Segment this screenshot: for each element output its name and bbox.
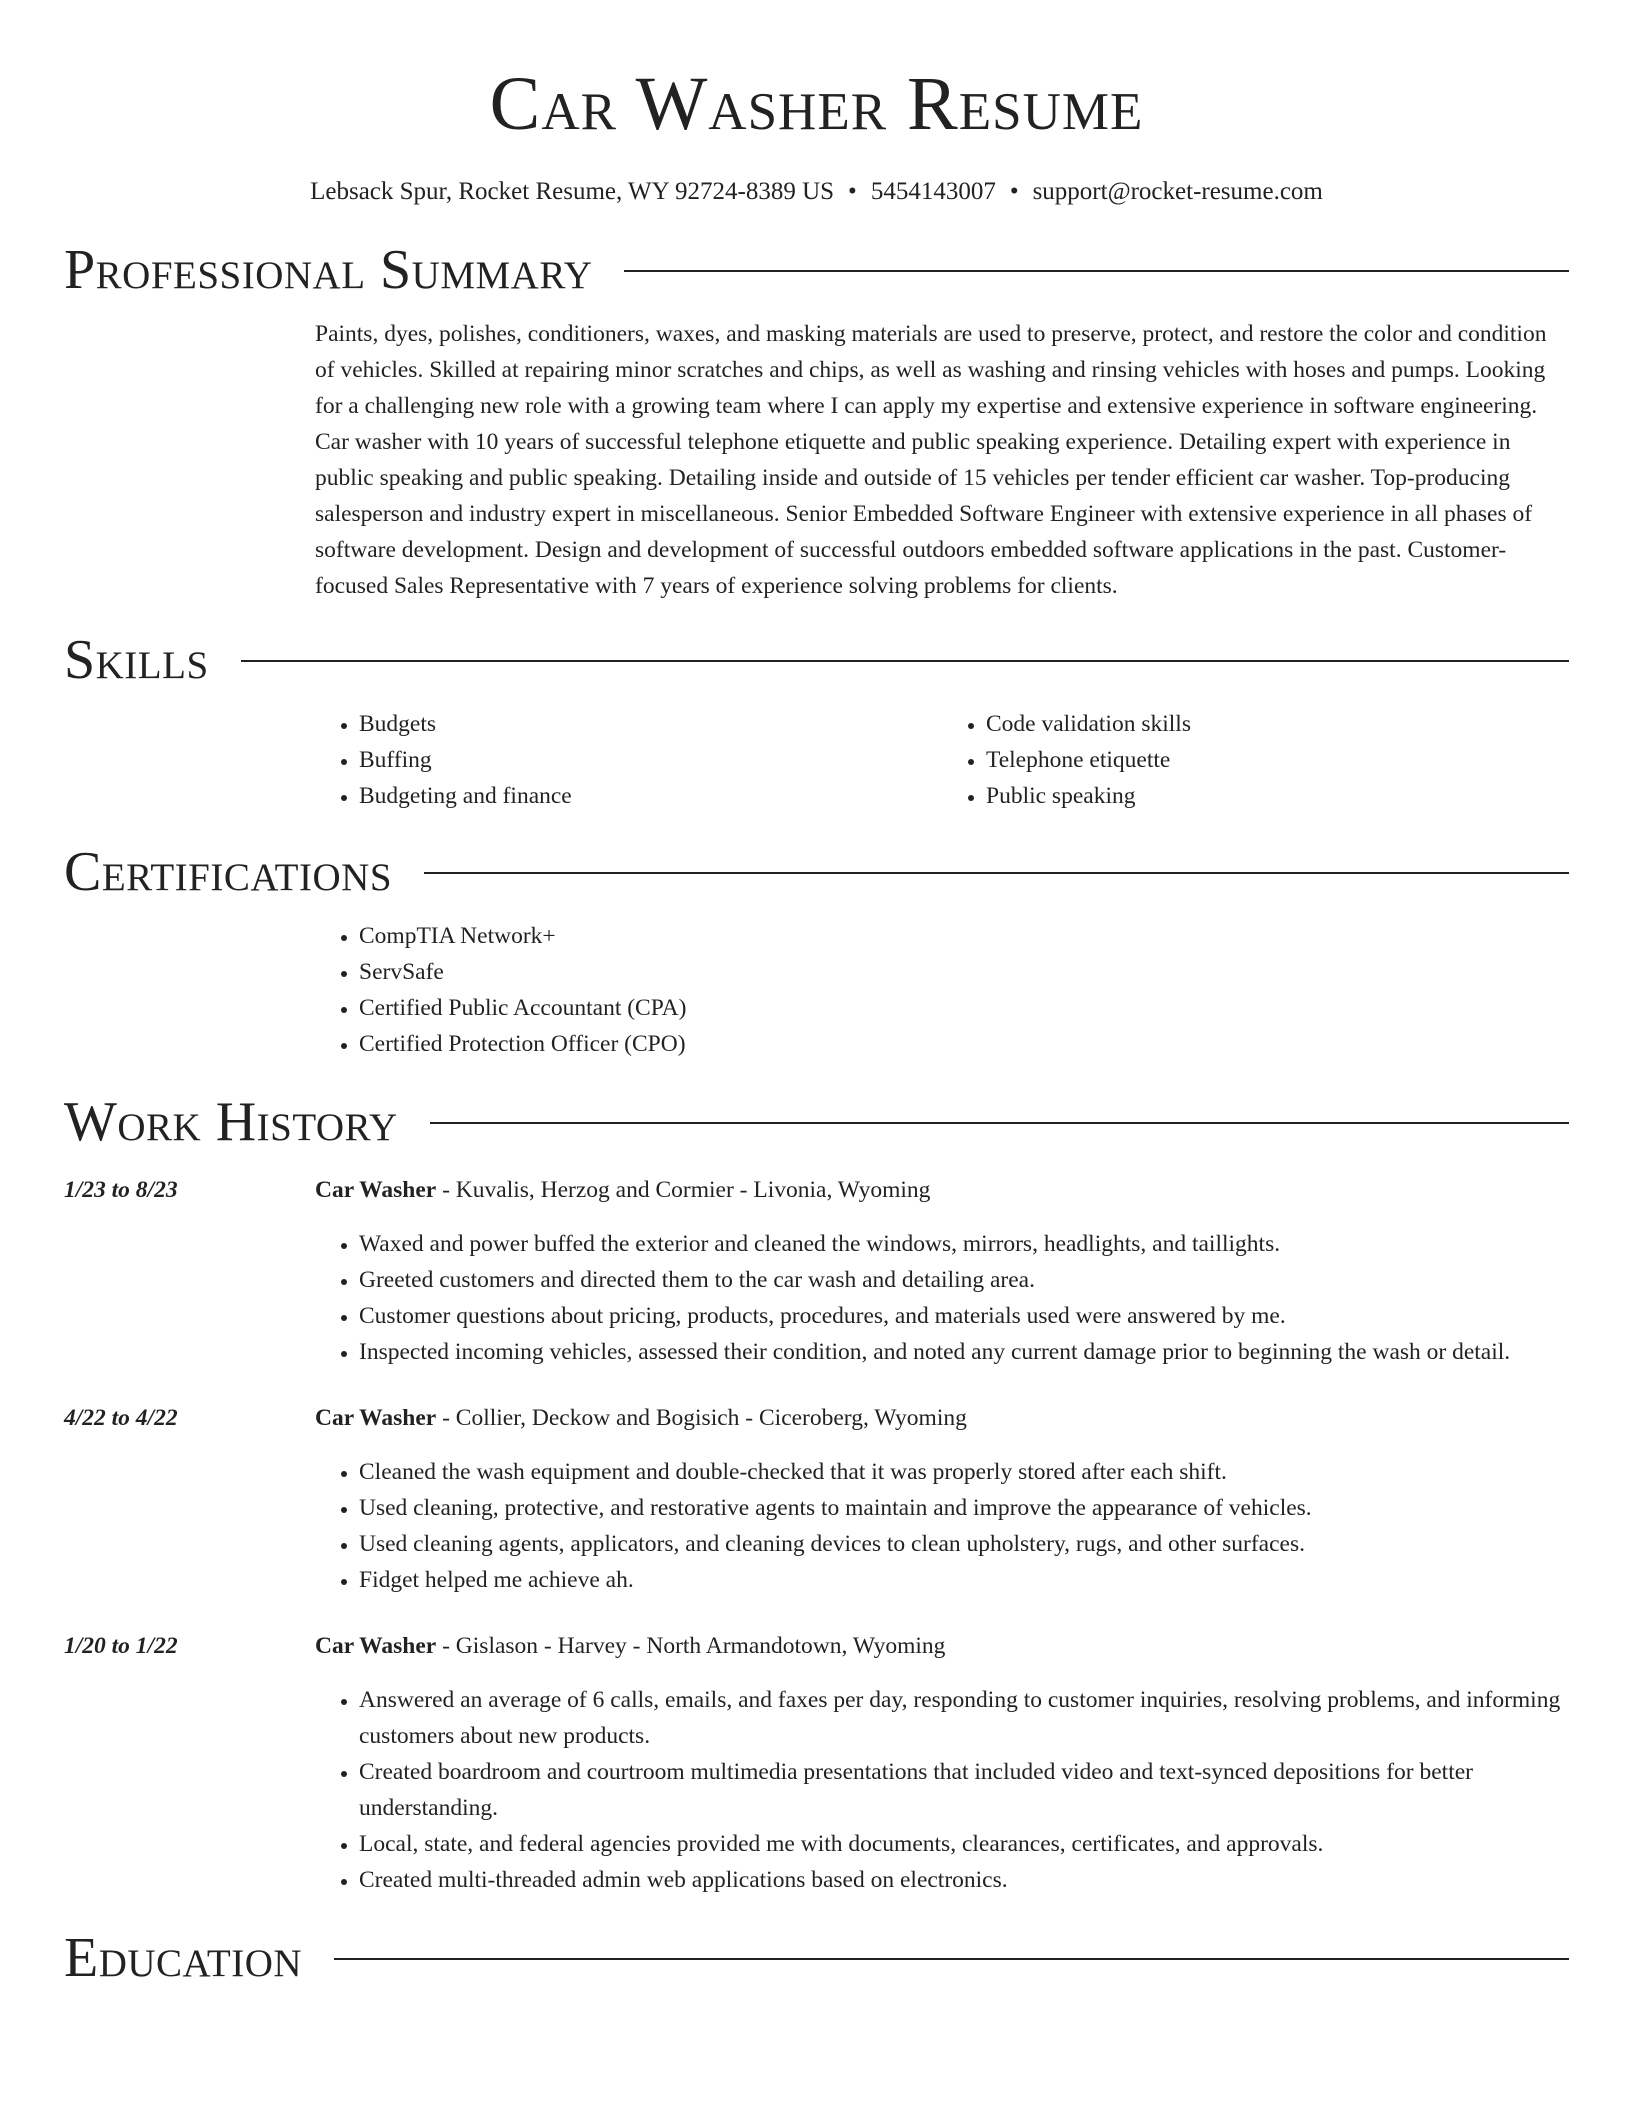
- job-bullet: • Greeted customers and directed them to the car wash and detailing area.: [359, 1262, 1569, 1298]
- job-role: [315, 1628, 1569, 1664]
- job-employer: - Gislason - Harvey - North Armandotown, Wyoming: [436, 1633, 946, 1659]
- job-bullets: [315, 1682, 1569, 1898]
- skill-item: • Budgets: [359, 706, 942, 742]
- skill-item: • Telephone etiquette: [986, 742, 1569, 778]
- section-heading: Work History: [64, 1091, 398, 1153]
- section-divider: [334, 1958, 1569, 1960]
- section-heading: Professional Summary: [64, 239, 593, 301]
- job-title: Car Washer: [315, 1177, 437, 1203]
- skills-list: [315, 706, 1569, 814]
- job-entry: [64, 1172, 1569, 1370]
- section-divider: [624, 270, 1569, 272]
- resume-page: [64, 0, 1569, 1990]
- skill-item: • Public speaking: [986, 778, 1569, 814]
- section-heading: Certifications: [64, 841, 393, 903]
- job-bullet: • Cleaned the wash equipment and double-checked that it was properly stored after each shift.: [359, 1454, 1569, 1490]
- section-heading: Education: [64, 1927, 303, 1989]
- certification-item: • Certified Public Accountant (CPA): [359, 990, 1569, 1026]
- job-title: Car Washer: [315, 1405, 437, 1431]
- resume-title: Car Washer Resume: [489, 62, 1144, 146]
- job-employer: - Kuvalis, Herzog and Cormier - Livonia, Wyoming: [436, 1177, 931, 1203]
- skills-column-left: [315, 706, 942, 814]
- certifications-list: [315, 918, 1569, 1062]
- certification-item: • Certified Protection Officer (CPO): [359, 1026, 1569, 1062]
- section-divider: [424, 872, 1569, 874]
- section-divider: [241, 660, 1569, 662]
- job-bullet: • Waxed and power buffed the exterior and cleaned the windows, mirrors, headlights, and taillights.: [359, 1226, 1569, 1262]
- section-education-header: [64, 1926, 1569, 1990]
- contact-separator: •: [1009, 178, 1019, 205]
- job-bullet: • Used cleaning agents, applicators, and cleaning devices to clean upholstery, rugs, and other surfaces.: [359, 1526, 1569, 1562]
- section-summary-header: [64, 238, 1569, 302]
- job-dates: 1/20 to 1/22: [64, 1633, 178, 1659]
- job-role: [315, 1172, 1569, 1208]
- skill-item: • Code validation skills: [986, 706, 1569, 742]
- job-bullets: [315, 1226, 1569, 1370]
- job-dates: 1/23 to 8/23: [64, 1177, 178, 1203]
- job-dates: 4/22 to 4/22: [64, 1405, 178, 1431]
- skill-item: • Buffing: [359, 742, 942, 778]
- section-skills-header: [64, 628, 1569, 692]
- job-bullet: • Inspected incoming vehicles, assessed their condition, and noted any current damage prior to beginning the wash or detail.: [359, 1334, 1569, 1370]
- section-work-header: [64, 1090, 1569, 1154]
- job-employer: - Collier, Deckow and Bogisich - Ciceroberg, Wyoming: [436, 1405, 967, 1431]
- contact-email: support@rocket-resume.com: [1032, 178, 1323, 205]
- job-bullet: • Answered an average of 6 calls, emails, and faxes per day, responding to customer inquiries, resolving problems, and informing customers about new products.: [359, 1682, 1569, 1754]
- skills-column-right: [942, 706, 1569, 814]
- job-bullet: • Created boardroom and courtroom multimedia presentations that included video and text-synced depositions for better understanding.: [359, 1754, 1569, 1826]
- job-bullet: • Created multi-threaded admin web applications based on electronics.: [359, 1862, 1569, 1898]
- contact-phone: 5454143007: [870, 178, 996, 205]
- contact-separator: •: [848, 178, 857, 205]
- job-bullet: • Used cleaning, protective, and restorative agents to maintain and improve the appearance of vehicles.: [359, 1490, 1569, 1526]
- section-divider: [430, 1122, 1569, 1124]
- skill-item: • Budgeting and finance: [359, 778, 942, 814]
- job-role: [315, 1400, 1569, 1436]
- job-title: Car Washer: [315, 1633, 437, 1659]
- job-entry: [64, 1628, 1569, 1898]
- summary-text: Paints, dyes, polishes, conditioners, waxes, and masking materials are used to preserve, protect, and restore the color and condition of vehicles. Skilled at repairing minor scratches and chips, as well as washing and rinsing vehicles with hoses and pumps. Looking for a challenging new role with a growing team where I can apply my expertise and extensive experience in software engineering. Car washer with 10 years of successful telephone etiquette and public speaking experience. Detailing expert with experience in public speaking and public speaking. Detailing inside and outside of 15 vehicles per tender efficient car washer. Top-producing salesperson and industry expert in miscellaneous. Senior Embedded Software Engineer with extensive experience in all phases of software development. Design and development of successful outdoors embedded software applications in the past. Customer-focused Sales Representative with 7 years of experience solving problems for clients.: [315, 321, 1547, 599]
- contact-address: Lebsack Spur, Rocket Resume, WY 92724-8389 US: [310, 178, 835, 205]
- job-bullet: • Fidget helped me achieve ah.: [359, 1562, 1569, 1598]
- certification-item: • CompTIA Network+: [359, 918, 1569, 954]
- certification-item: • ServSafe: [359, 954, 1569, 990]
- job-entry: [64, 1400, 1569, 1598]
- section-certifications-header: [64, 840, 1569, 904]
- job-bullets: [315, 1454, 1569, 1598]
- job-bullet: • Local, state, and federal agencies provided me with documents, clearances, certificates, and approvals.: [359, 1826, 1569, 1862]
- section-heading: Skills: [64, 629, 209, 691]
- job-bullet: • Customer questions about pricing, products, procedures, and materials used were answered by me.: [359, 1298, 1569, 1334]
- contact-line: [64, 176, 1569, 208]
